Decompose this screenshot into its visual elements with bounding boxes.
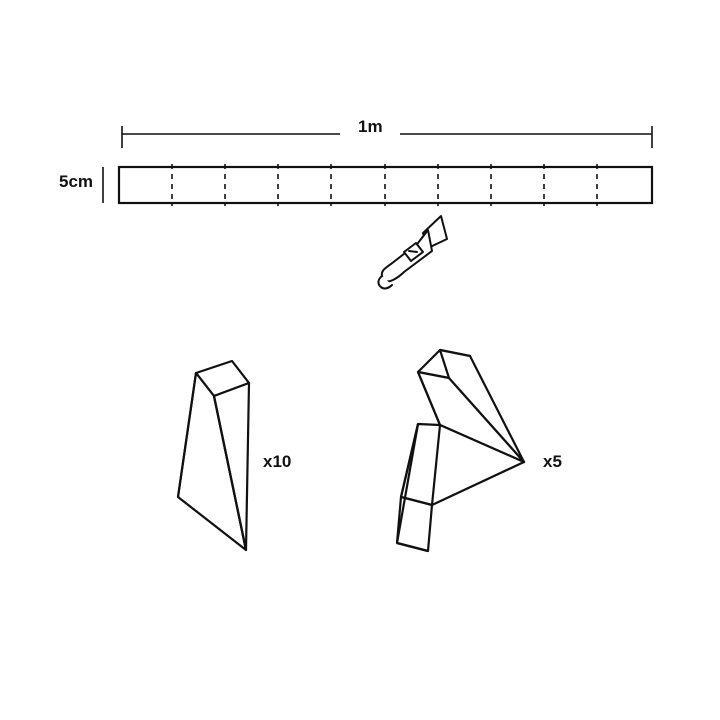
length-label: 1m — [358, 117, 383, 136]
vee-piece — [397, 350, 524, 551]
cutter-knife-icon — [378, 216, 447, 288]
wedge-quantity-label: x10 — [263, 452, 292, 471]
foam-strip — [119, 164, 652, 206]
width-label: 5cm — [59, 172, 94, 191]
vee-quantity-label: x5 — [543, 452, 562, 471]
length-dimension-line — [122, 126, 652, 148]
wedge-piece — [178, 361, 249, 550]
